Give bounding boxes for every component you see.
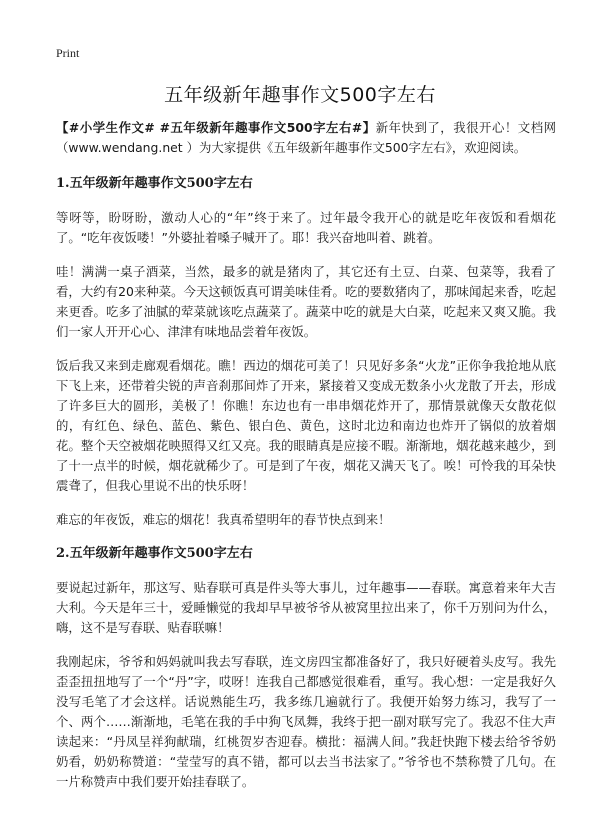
paragraph: 难忘的年夜饭，难忘的烟花！我真希望明年的春节快点到来！	[56, 512, 391, 527]
intro-text: 新年快到了，我很开心！文档网（www.wendang.net ）为大家提供《五年级新年趣事作文500字左右》，欢迎阅读。	[56, 120, 557, 155]
section-heading: 2.五年级新年趣事作文500字左右	[56, 546, 253, 561]
paragraph: 饭后我又来到走廊观看烟花。瞧！西边的烟花可美了！只见好多条“火龙”正你争我抢地从底下飞上来，还带着尖锐的声音刹那间炸了开来，紧接着又变成无数条小火龙散了开去，形成了许多巨大的圆形，美极了！你瞧！东边也有一串串烟花炸开了，那情景就像天女散花似的，有红色、绿色、蓝色、紫色、银白色、黄色，这时北边和南边也炸开了锅似的放着烟花。整个天空被烟花映照得又红又亮。我的眼睛真是应接不暇。渐渐地，烟花越来越少，到了十一点半的时候，烟花就稀少了。可是到了午夜，烟花又满天飞了。唉！可怜我的耳朵快震聋了，但我心里说不出的快乐呀！	[56, 358, 556, 493]
document-body	[56, 118, 556, 806]
print-label: Print	[56, 46, 80, 60]
paragraph: 要说起过新年，那这写、贴春联可真是件头等大事儿，过年趣事——春联。寓意着来年大吉大利。今天是年三十，爱睡懒觉的我却早早被爷爷从被窝里拉出来了，你千万别问为什么，嗨，这不是写春联、贴春联嘛！	[56, 580, 556, 635]
intro-tags: 【#小学生作文# #五年级新年趣事作文500字左右#】	[56, 120, 376, 135]
paragraph: 等呀等，盼呀盼，激动人心的“年”终于来了。过年最令我开心的就是吃年夜饭和看烟花了。“吃年夜饭喽！”外婆扯着嗓子喊开了。耶！我兴奋地叫着、跳着。	[56, 210, 556, 245]
intro-paragraph	[56, 118, 556, 158]
paragraph: 我刚起床，爷爷和妈妈就叫我去写春联，连文房四宝都准备好了，我只好硬着头皮写。我先歪歪扭扭地写了一个“丹”字，哎呀！连我自己都感觉很难看，重写。我心想：一定是我好久没写毛笔了才会这样。话说熟能生巧，我多练几遍就行了。我便开始努力练习，我写了一个、两个……渐渐地，毛笔在我的手中狗飞凤舞，我终于把一副对联写完了。我忍不住大声读起来：“丹凤呈祥狗献瑞，红桃贺岁杏迎春。横批：福满人间。”我赶快跑下楼去给爷爷奶奶看，奶奶称赞道：“莹莹写的真不错，都可以去当书法家了。”爷爷也不禁称赞了几句。在一片称赞声中我们要开始挂春联了。	[56, 654, 556, 789]
paragraph: 哇！满满一桌子酒菜，当然，最多的就是猪肉了，其它还有土豆、白菜、包菜等，我看了看，大约有20来种菜。今天这顿饭真可谓美味佳肴。吃的要数猪肉了，那味闻起来香，吃起来更香。吃多了油腻的荤菜就该吃点蔬菜了。蔬菜中吃的就是大白菜，吃起来又爽又脆。我们一家人开开心心、津津有味地品尝着年夜饭。	[56, 264, 556, 339]
document-title: 五年级新年趣事作文500字左右	[164, 84, 436, 106]
section-heading: 1.五年级新年趣事作文500字左右	[56, 176, 253, 191]
